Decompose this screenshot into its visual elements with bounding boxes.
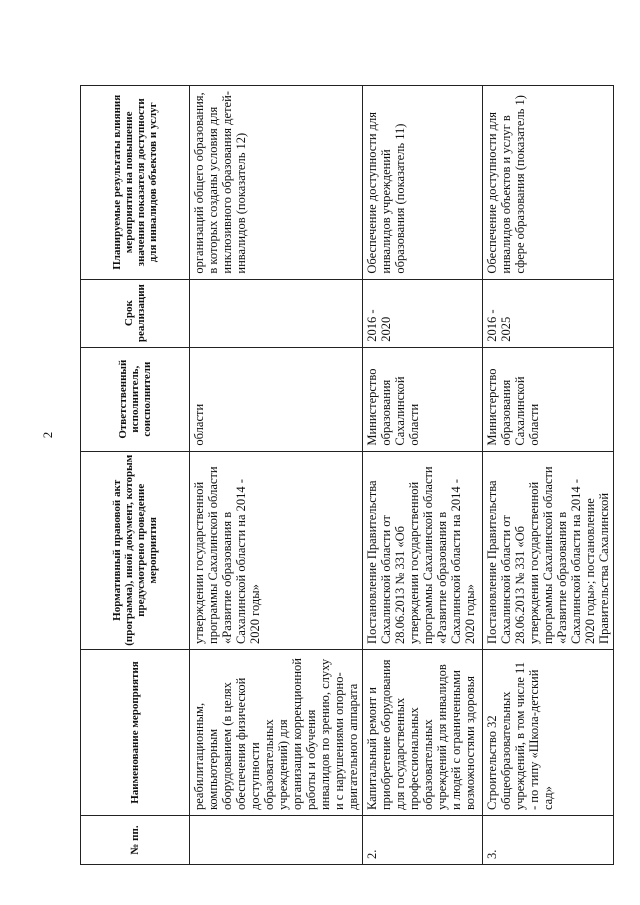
cell-term	[190, 279, 363, 347]
cell-results: организаций общего образования, в которых созданы условия для инклюзивного образования детей-инвалидов (показатель 12)	[190, 86, 363, 280]
cell-executor: области	[190, 347, 363, 451]
header-number: № пп.	[81, 816, 190, 865]
cell-number: 2.	[363, 816, 483, 865]
header-term: Срок реализации	[81, 279, 190, 347]
cell-executor: Министерство образования Сахалинской области	[483, 347, 614, 451]
header-legal-act: Нормативный правовой акт (программа), иной документ, которым предусмотрено проведение мероприятия	[81, 451, 190, 649]
cell-legal-act: Постановление Правительства Сахалинской области от 28.06.2013 № 331 «Об утверждении государственной программы Сахалинской области «Развитие образования в Сахалинской области на 2014 - 2020 годы»	[363, 451, 483, 649]
header-measure-name: Наименование мероприятия	[81, 649, 190, 815]
cell-results: Обеспечение доступности для инвалидов учреждений образования (показатель 11)	[363, 86, 483, 280]
cell-executor: Министерство образования Сахалинской области	[363, 347, 483, 451]
header-executor: Ответственный исполнитель, соисполнители	[81, 347, 190, 451]
cell-number: 3.	[483, 816, 614, 865]
page-number: 2	[40, 431, 55, 439]
table-row	[483, 86, 614, 865]
cell-measure-name: Строительство 32 общеобразовательных учреждений, в том числе 11 - по типу «Школа-детский сад»	[483, 649, 614, 815]
table-row	[363, 86, 483, 865]
table-row	[190, 86, 363, 865]
cell-legal-act: Постановление Правительства Сахалинской области от 28.06.2013 № 331 «Об утверждении государственной программы Сахалинской области «Развитие образования в Сахалинской области на 2014 - 2020 годы»; постановление Правительства Сахалинской	[483, 451, 614, 649]
cell-term: 2016 - 2025	[483, 279, 614, 347]
cell-term: 2016 - 2020	[363, 279, 483, 347]
header-results: Планируемые результаты влияния мероприятия на повышение значения показателя доступности для инвалидов объектов и услуг	[81, 86, 190, 280]
cell-measure-name: Капитальный ремонт и приобретение оборудования для государственных профессиональных образовательных учреждений для инвалидов и людей с ограниченными возможностями здоровья	[363, 649, 483, 815]
rotated-table-wrapper	[80, 85, 611, 865]
cell-number	[190, 816, 363, 865]
measures-table	[80, 85, 614, 865]
cell-measure-name: реабилитационным, компьютерным оборудованием (в целях обеспечения физической доступности образовательных учреждений) для организации коррекционной работы и обучения инвалидов по зрению, слуху и с нарушениями опорно-двигательного аппарата	[190, 649, 363, 815]
cell-results: Обеспечение доступности для инвалидов объектов и услуг в сфере образования (показатель 1)	[483, 86, 614, 280]
cell-legal-act: утверждении государственной программы Сахалинской области «Развитие образования в Сахалинской области на 2014 - 2020 годы»	[190, 451, 363, 649]
table-header-row	[81, 86, 190, 865]
